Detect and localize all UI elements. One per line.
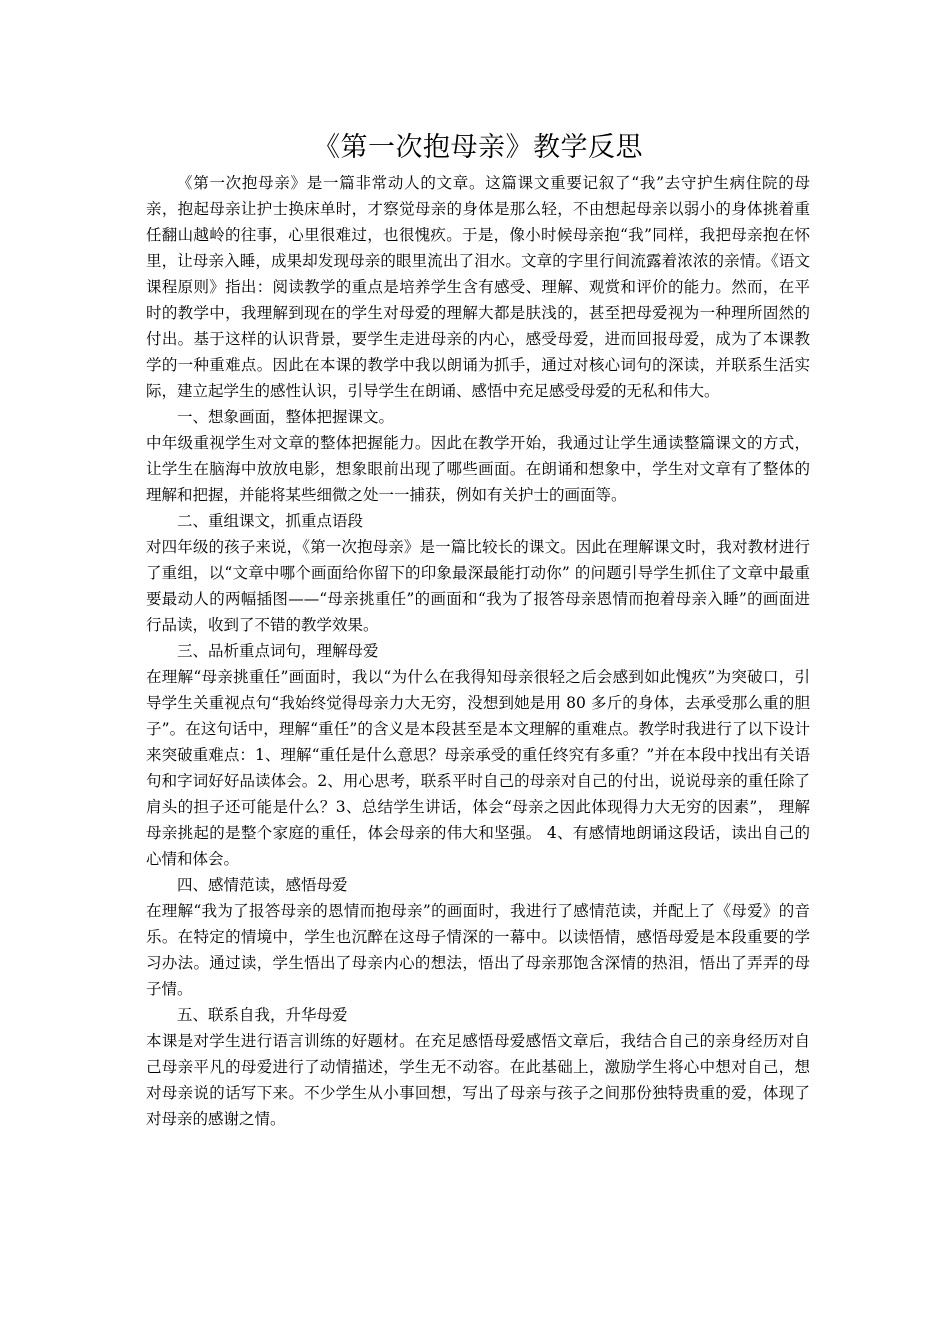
section-body-4: 在理解“我为了报答母亲的恩情而抱母亲”的画面时，我进行了感情范读，并配上了《母爱》的音乐。在特定的情境中，学生也沉醉在这母子情深的一幕中。以读悟情，感悟母爱是本段重要的学习办法。通过读，学生悟出了母亲内心的想法，悟出了母亲那饱含深情的热泪，悟出了弄弄的母子情。: [146, 902, 810, 998]
section-heading-3: 三、品析重点词句，理解母爱: [177, 642, 379, 660]
section-body-2: 对四年级的孩子来说，《第一次抱母亲》是一篇比较长的课文。因此在理解课文时，我对教材进行了重组，以“文章中哪个画面给你留下的印象最深最能打动你” 的问题引导学生抓住了文章中最重要最动人的两幅插图——“母亲挑重任”的画面和“我为了报答母亲恩情而抱着母亲入睡”的画面进行品读，收到了不错的教学效果。: [146, 538, 810, 634]
section-heading-1: 一、想象画面，整体把握课文。: [177, 408, 395, 426]
section-body-5: 本课是对学生进行语言训练的好题材。在充足感悟母爱感悟文章后，我结合自己的亲身经历对自己母亲平凡的母爱进行了动情描述，学生无不动容。在此基础上，激励学生将心中想对自己，想对母亲说的话写下来。不少学生从小事回想，写出了母亲与孩子之间那份独特贵重的爱，体现了对母亲的感谢之情。: [146, 1032, 810, 1128]
section-heading-5: 五、联系自我，升华母爱: [177, 1006, 348, 1024]
section-heading-2: 二、重组课文，抓重点语段: [177, 512, 364, 530]
section-heading-4: 四、感情范读，感悟母爱: [177, 876, 348, 894]
document-title: 《第一次抱母亲》教学反思: [313, 132, 643, 163]
document-page: [146, 128, 810, 1132]
intro-paragraph: 《第一次抱母亲》是一篇非常动人的文章。这篇课文重要记叙了“我”去守护生病住院的母亲，抱起母亲让护士换床单时，才察觉母亲的身体是那么轻，不由想起母亲以弱小的身体挑着重任翻山越岭的往事，心里很难过，也很愧疚。于是，像小时候母亲抱“我”同样，我把母亲抱在怀里，让母亲入睡，成果却发现母亲的眼里流出了泪水。文章的字里行间流露着浓浓的亲情。《语文课程原则》指出：阅读教学的重点是培养学生含有感受、理解、观赏和评价的能力。然而，在平时的教学中，我理解到现在的学生对母爱的理解大都是肤浅的，甚至把母爱视为一种理所固然的付出。基于这样的认识背景，要学生走进母亲的内心，感受母爱，进而回报母爱，成为了本课教学的一种重难点。因此在本课的教学中我以朗诵为抓手，通过对核心词句的深读，并联系生活实际，建立起学生的感性认识，引导学生在朗诵、感悟中充足感受母爱的无私和伟大。: [146, 174, 810, 400]
section-body-1: 中年级重视学生对文章的整体把握能力。因此在教学开始，我通过让学生通读整篇课文的方式，让学生在脑海中放放电影，想象眼前出现了哪些画面。在朗诵和想象中，学生对文章有了整体的理解和把握，并能将某些细微之处一一捕获，例如有关护士的画面等。: [146, 434, 810, 504]
section-body-3: 在理解“母亲挑重任”画面时，我以“为什么在我得知母亲很轻之后会感到如此愧疚”为突破口，引导学生关重视点句“我始终觉得母亲力大无穷，没想到她是用 80 多斤的身体，去承受那么重的胆子”。在这句话中，理解“重任”的含义是本段甚至是本文理解的重难点。教学时我进行了以下设计来突破重难点：1、理解“重任是什么意思？母亲承受的重任终究有多重？”并在本段中找出有关语句和字词好好品读体会。2、用心思考，联系平时自己的母亲对自己的付出，说说母亲的重任除了肩头的担子还可能是什么？3、总结学生讲话，体会“母亲之因此体现得力大无穷的因素”， 理解母亲挑起的是整个家庭的重任，体会母亲的伟大和坚强。 4、有感情地朗诵这段话，读出自己的心情和体会。: [146, 668, 810, 868]
